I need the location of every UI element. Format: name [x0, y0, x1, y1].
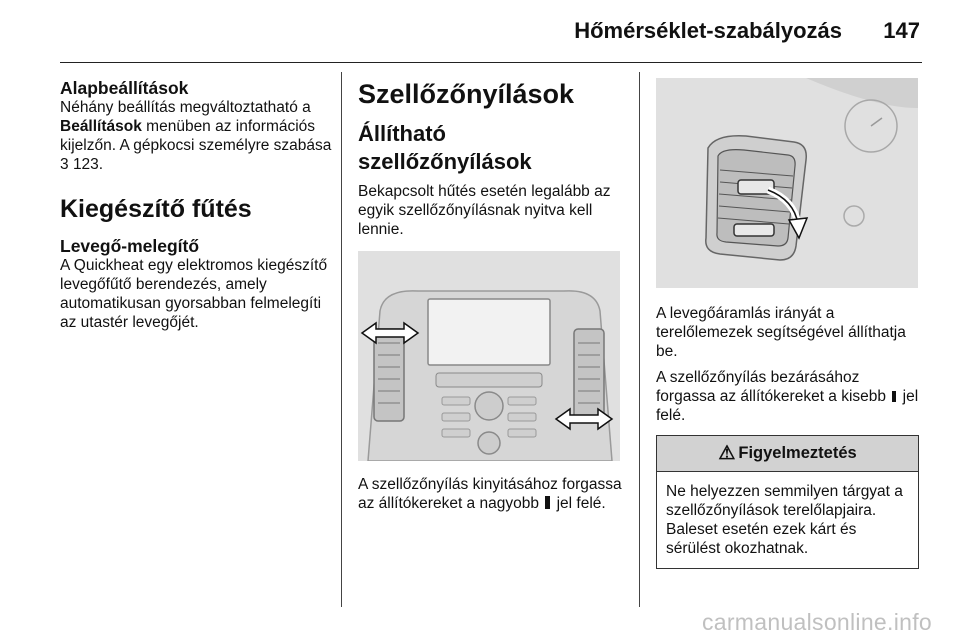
settings-paragraph	[60, 98, 332, 174]
open-vent-text-b: jel felé.	[556, 495, 606, 512]
warning-box	[656, 435, 919, 569]
page-number: 147	[883, 18, 920, 43]
warning-triangle-icon: ⚠	[718, 443, 736, 464]
open-vent-paragraph	[358, 475, 623, 513]
open-vent-text-a: A szellőzőnyílás kinyitásához forgassa az állítókereket a nagyobb	[358, 476, 622, 512]
airflow-direction-text: A levegőáramlás irányát a terelőlemezek segítségével állíthatja be.	[656, 305, 906, 360]
page-header	[0, 0, 960, 64]
warning-title: Figyelmeztetés	[738, 444, 857, 462]
settings-ref-page: 123.	[72, 156, 104, 173]
arrow-ref-icon: 3	[60, 156, 69, 173]
column-divider-1	[341, 72, 342, 607]
column-3	[656, 78, 921, 569]
small-mark-icon	[892, 391, 896, 402]
dashboard-illustration	[358, 251, 620, 461]
adjustable-vents-heading: Állítható szellőzőnyílások	[358, 121, 532, 174]
close-vent-text-b: jel felé.	[656, 388, 919, 424]
settings-text-b: menüben az információs kijelzőn. A gépkocsi személyre szabása	[60, 118, 332, 154]
vents-intro-text: Bekapcsolt hűtés esetén legalább az egyik szellőzőnyílásnak nyitva kell lennie.	[358, 183, 611, 238]
settings-text-a: Néhány beállítás megváltoztatható a	[60, 99, 311, 116]
large-mark-icon	[545, 496, 550, 509]
vent-illustration	[656, 78, 918, 288]
close-vent-paragraph	[656, 368, 921, 425]
dashboard-vents-figure	[358, 251, 620, 461]
vents-section-heading: Szellőzőnyílások	[358, 79, 575, 109]
air-heater-text: A Quickheat egy elektromos kiegészítő levegőfűtő berendezés, amely automatikusan gyorsabban felmelegíti az utastér levegőjét.	[60, 257, 328, 331]
close-vent-text-a: A szellőzőnyílás bezárásához forgassa az állítókereket a kisebb	[656, 369, 887, 405]
warning-text: Ne helyezzen semmilyen tárgyat a szellőzőnyílások terelőlapjaira. Baleset esetén ezek kárt és sérülést okozhatnak.	[666, 483, 903, 557]
warning-header	[657, 436, 918, 472]
air-heater-heading: Levegő-melegítő	[60, 236, 200, 256]
header-rule	[60, 62, 922, 63]
column-divider-2	[639, 72, 640, 607]
aux-heating-heading: Kiegészítő fűtés	[60, 195, 252, 223]
column-1	[60, 78, 332, 332]
settings-bold-term: Beállítások	[60, 118, 142, 135]
settings-heading: Alapbeállítások	[60, 78, 189, 98]
column-2	[358, 78, 623, 513]
page-title: Hőmérséklet-szabályozás	[574, 18, 842, 43]
warning-body	[657, 472, 918, 568]
watermark: carmanualsonline.info	[701, 609, 932, 635]
vent-adjust-figure	[656, 78, 918, 288]
